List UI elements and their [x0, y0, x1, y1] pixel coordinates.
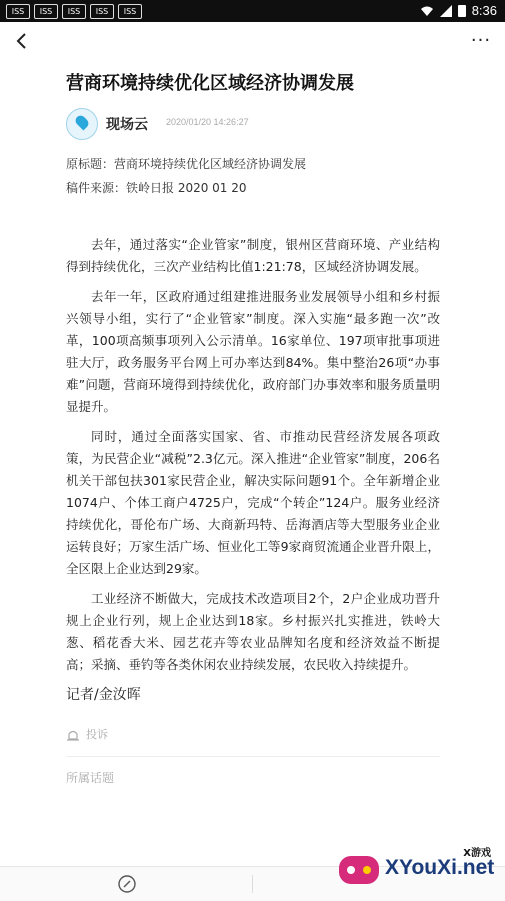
divider — [252, 875, 253, 893]
topic-label: 所属话题 — [66, 771, 115, 785]
watermark-sub: X游戏 — [463, 848, 491, 859]
app-notification-icon: ISS — [62, 4, 86, 19]
app-notification-icon: ISS — [118, 4, 142, 19]
back-arrow-icon[interactable] — [10, 29, 34, 53]
signal-icon — [440, 5, 452, 17]
top-toolbar — [0, 22, 505, 62]
article-paragraph: 去年一年，区政府通过组建推进服务业发展领导小组和乡村振兴领导小组，实行了“企业管家”制度。深入实施“最多跑一次”改革，100项高频事项列入公示清单。16家单位、197项审批事项进驻大厅，政务服务平台网上可办率达到84%。集中整治26项“办事难”问题，营商环境得到持续优化，政府部门办事效率和服务质量明显提升。 — [66, 289, 440, 414]
report-icon — [66, 727, 80, 741]
status-bar — [0, 0, 505, 22]
watermark-text: XYouXi.net — [385, 856, 495, 879]
report-label: 投诉 — [86, 728, 108, 741]
battery-icon — [458, 4, 466, 17]
article-content — [66, 62, 440, 786]
divider — [66, 756, 440, 757]
gamepad-logo-icon — [335, 846, 383, 894]
publish-time: 2020/01/20 14:26:27 — [166, 117, 249, 127]
article-paragraph: 工业经济不断做大，完成技术改造项目2个，2户企业成功晋升规上企业行列，规上企业达到18家。乡村振兴扎实推进，铁岭大葱、稻花香大米、园艺花卉等农业品牌知名度和经济效益不断提高；采摘、垂钓等各类休闲农业持续发展，农民收入持续提升。 — [66, 591, 440, 672]
reporter: 记者/金汝晖 — [66, 687, 141, 703]
notification-icons — [6, 4, 142, 19]
article-paragraph: 去年，通过落实“企业管家”制度，银州区营商环境、产业结构得到持续优化，三次产业结构比值1:21:78，区域经济协调发展。 — [66, 237, 440, 274]
report-button[interactable] — [66, 726, 440, 742]
source-row — [66, 108, 440, 152]
source-avatar[interactable] — [66, 108, 98, 140]
edit-comment-icon[interactable] — [117, 874, 137, 894]
article-title: 营商环境持续优化区域经济协调发展 — [66, 73, 354, 94]
source-name[interactable]: 现场云 — [106, 117, 148, 133]
app-notification-icon: ISS — [90, 4, 114, 19]
clock: 8:36 — [471, 3, 497, 18]
wifi-icon — [420, 5, 434, 17]
more-dots-icon[interactable]: ··· — [470, 30, 492, 51]
app-notification-icon: ISS — [6, 4, 30, 19]
app-notification-icon: ISS — [34, 4, 58, 19]
article-origin: 稿件来源：铁岭日报 2020 01 20 — [66, 181, 247, 195]
article-paragraph: 同时，通过全面落实国家、省、市推动民营经济发展各项政策，为民营企业“减税”2.3亿元。深入推进“企业管家”制度，206名机关干部包扶301家民营企业，解决实际问题91个。全年新增企业1074户、个体工商户4725户，完成“个转企”124户。服务业经济持续优化，哥伦布广场、大商新玛特、岳海酒店等大型服务业企业运转良好；万家生活广场、恒业化工等9家商贸流通企业晋升限上，全区限上企业达到29家。 — [66, 429, 440, 576]
article-body — [66, 234, 440, 676]
original-title: 原标题：营商环境持续优化区域经济协调发展 — [66, 157, 307, 171]
status-right — [420, 3, 497, 18]
watermark-logo — [333, 840, 497, 896]
